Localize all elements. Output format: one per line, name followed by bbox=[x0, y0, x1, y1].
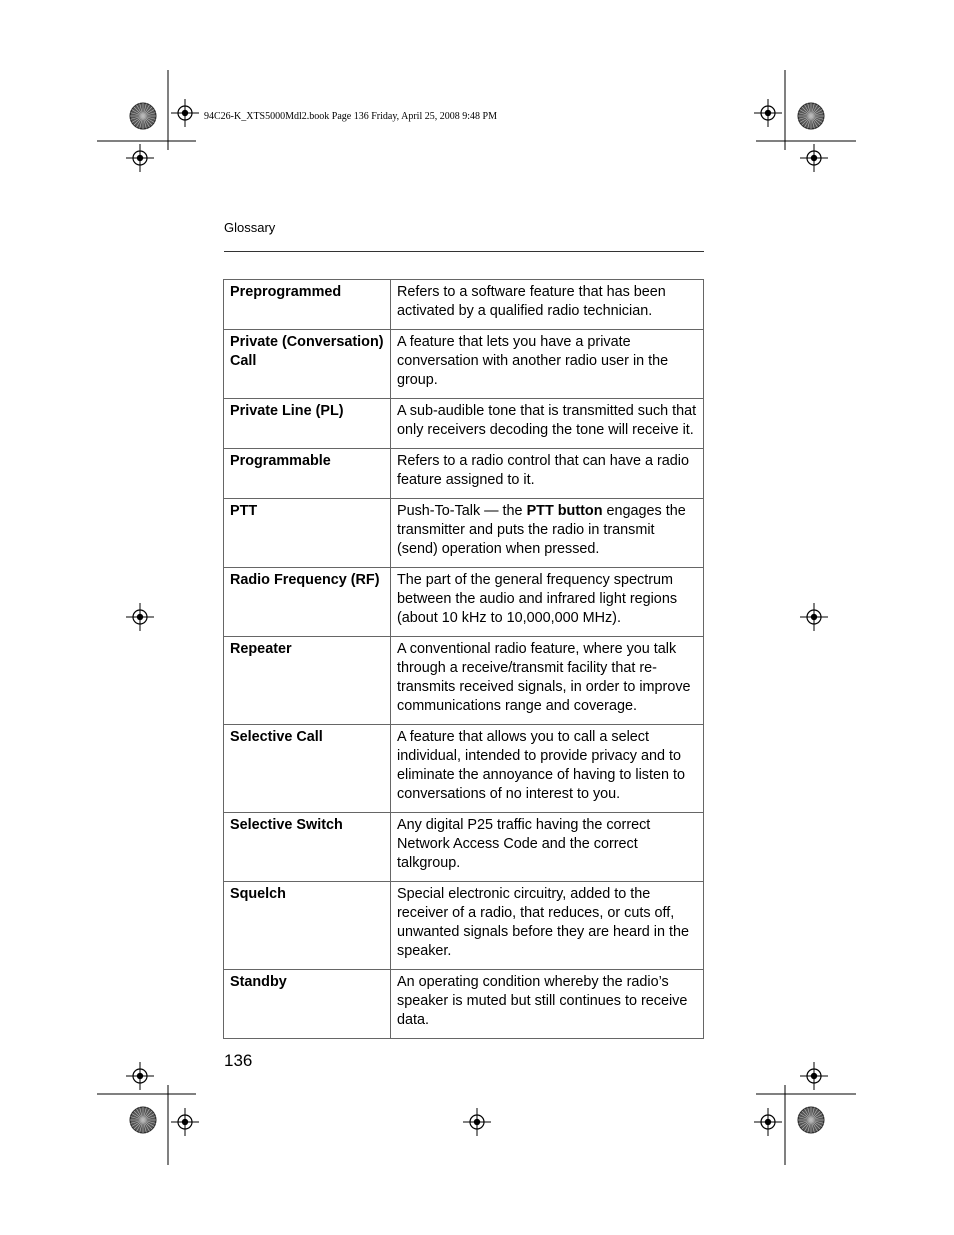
header-rule bbox=[224, 251, 704, 252]
glossary-term: Selective Call bbox=[224, 725, 391, 813]
glossary-term: Private (Conversation) Call bbox=[224, 330, 391, 399]
table-row bbox=[224, 568, 704, 637]
print-info-header: 94C26-K_XTS5000Mdl2.book Page 136 Friday, April 25, 2008 9:48 PM bbox=[204, 111, 497, 122]
glossary-definition bbox=[391, 399, 704, 449]
registration-target-icon bbox=[800, 144, 828, 172]
glossary-table bbox=[223, 279, 704, 1039]
glossary-definition bbox=[391, 449, 704, 499]
registration-target-icon bbox=[754, 99, 782, 127]
glossary-term: Standby bbox=[224, 970, 391, 1039]
registration-target-icon bbox=[800, 1062, 828, 1090]
definition-text: Any digital P25 traffic having the correct Network Access Code and the correct talkgroup. bbox=[397, 817, 651, 871]
glossary-definition bbox=[391, 330, 704, 399]
registration-target-icon bbox=[800, 603, 828, 631]
glossary-term: Selective Switch bbox=[224, 813, 391, 882]
definition-text: The part of the general frequency spectrum between the audio and infrared light regions (about 10 kHz to 10,000,000 MHz). bbox=[397, 572, 678, 626]
glossary-definition bbox=[391, 813, 704, 882]
table-row bbox=[224, 399, 704, 449]
registration-target-icon bbox=[754, 1108, 782, 1136]
definition-text: A sub-audible tone that is transmitted such that only receivers decoding the tone will receive it. bbox=[397, 403, 697, 438]
table-row bbox=[224, 725, 704, 813]
registration-target-icon bbox=[126, 1062, 154, 1090]
color-wheel-icon bbox=[130, 1107, 156, 1133]
glossary-definition bbox=[391, 970, 704, 1039]
glossary-definition bbox=[391, 725, 704, 813]
glossary-definition bbox=[391, 882, 704, 970]
table-row bbox=[224, 499, 704, 568]
glossary-term: Radio Frequency (RF) bbox=[224, 568, 391, 637]
table-row bbox=[224, 813, 704, 882]
glossary-definition bbox=[391, 280, 704, 330]
table-row bbox=[224, 637, 704, 725]
table-row bbox=[224, 280, 704, 330]
definition-text: Refers to a radio control that can have a radio feature assigned to it. bbox=[397, 453, 689, 488]
page-number: 136 bbox=[224, 1051, 253, 1070]
glossary-term: Repeater bbox=[224, 637, 391, 725]
color-wheel-icon bbox=[130, 103, 156, 129]
glossary-term: Programmable bbox=[224, 449, 391, 499]
definition-text: A feature that allows you to call a select individual, intended to provide privacy and to eliminate the annoyance of having to listen to conversations of no interest to you. bbox=[397, 729, 686, 802]
definition-bold-text: PTT button bbox=[526, 503, 603, 519]
definition-text: Refers to a software feature that has been activated by a qualified radio technician. bbox=[397, 284, 666, 319]
definition-text: Special electronic circuitry, added to the receiver of a radio, that reduces, or cuts off, unwanted signals before they are heard in the speaker. bbox=[397, 886, 690, 959]
glossary-term: Preprogrammed bbox=[224, 280, 391, 330]
color-wheel-icon bbox=[798, 103, 824, 129]
glossary-term: Squelch bbox=[224, 882, 391, 970]
color-wheel-icon bbox=[798, 1107, 824, 1133]
registration-target-icon bbox=[171, 99, 199, 127]
glossary-definition bbox=[391, 637, 704, 725]
registration-target-icon bbox=[171, 1108, 199, 1136]
glossary-definition bbox=[391, 568, 704, 637]
table-row bbox=[224, 449, 704, 499]
table-row bbox=[224, 882, 704, 970]
definition-text: engages the transmitter and puts the radio in transmit (send) operation when pressed. bbox=[397, 503, 686, 557]
table-row bbox=[224, 330, 704, 399]
registration-target-icon bbox=[463, 1108, 491, 1136]
definition-text: A feature that lets you have a private conversation with another radio user in the group. bbox=[397, 334, 669, 388]
glossary-definition bbox=[391, 499, 704, 568]
definition-text: Push-To-Talk — the bbox=[397, 503, 527, 519]
registration-target-icon bbox=[126, 603, 154, 631]
definition-text: A conventional radio feature, where you talk through a receive/transmit facility that re-transmits received signals, in order to improve communications range and coverage. bbox=[397, 641, 691, 714]
registration-target-icon bbox=[126, 144, 154, 172]
table-row bbox=[224, 970, 704, 1039]
glossary-term: PTT bbox=[224, 499, 391, 568]
glossary-term: Private Line (PL) bbox=[224, 399, 391, 449]
section-label: Glossary bbox=[224, 220, 276, 235]
definition-text: An operating condition whereby the radio’s speaker is muted but still continues to receive data. bbox=[397, 974, 688, 1028]
